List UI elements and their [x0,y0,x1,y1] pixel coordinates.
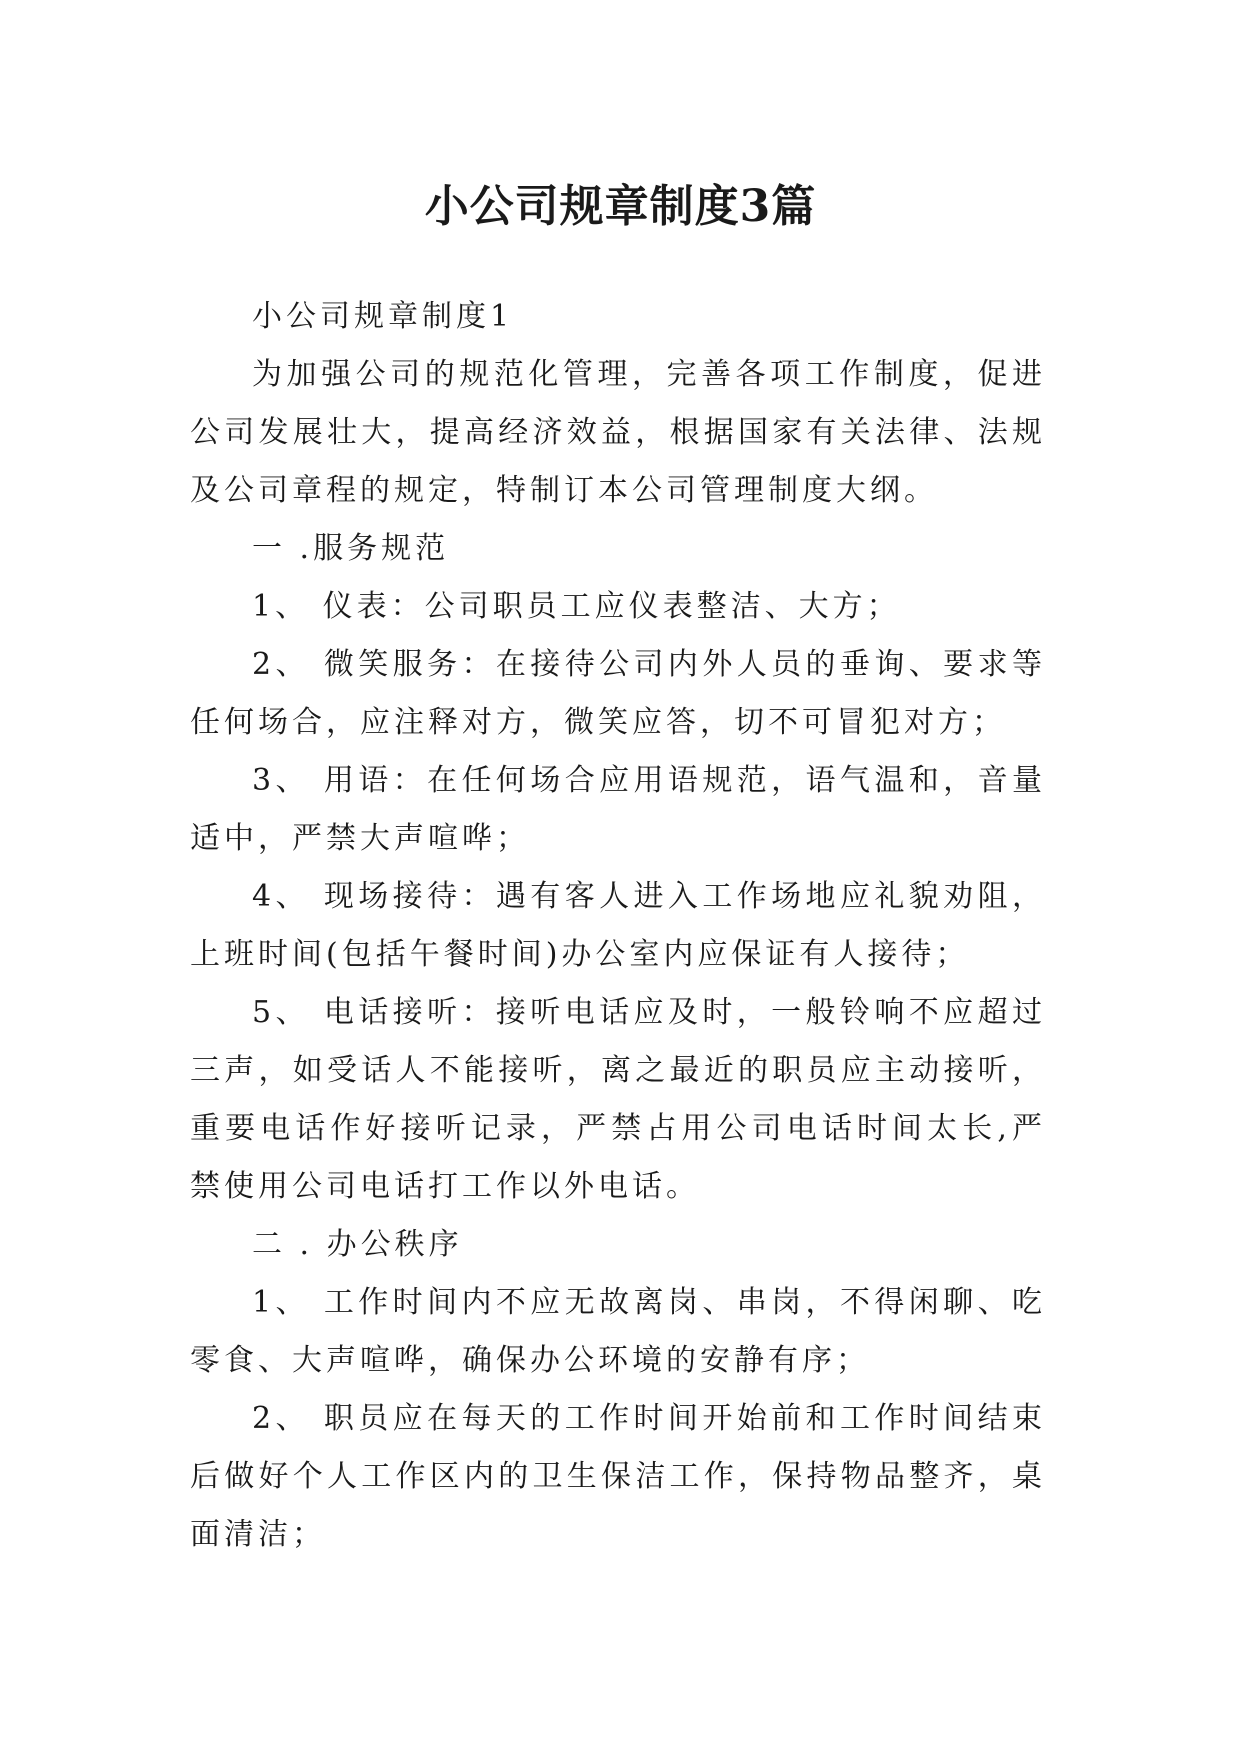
rule-item: 2、 微笑服务：在接待公司内外人员的垂询、要求等任何场合，应注释对方，微笑应答，切不可冒犯对方； [190,647,1046,740]
rule-item: 1、 仪表：公司职员工应仪表整洁、大方； [252,589,901,624]
document-body [190,288,1046,1564]
rule-item: 5、 电话接听：接听电话应及时，一般铃响不应超过三声，如受话人不能接听，离之最近的职员应主动接听，重要电话作好接听记录，严禁占用公司电话时间太长,严禁使用公司电话打工作以外电话。 [190,995,1046,1204]
rule-item: 4、 现场接待：遇有客人进入工作场地应礼貌劝阻，上班时间(包括午餐时间)办公室内应保证有人接待； [190,879,1046,972]
subsection-heading-office: 二 . 办公秩序 [252,1227,463,1262]
rule-item: 2、 职员应在每天的工作时间开始前和工作时间结束后做好个人工作区内的卫生保洁工作，保持物品整齐，桌面清洁； [190,1401,1046,1552]
subsection-heading-service: 一 .服务规范 [252,531,450,566]
intro-paragraph: 为加强公司的规范化管理，完善各项工作制度，促进公司发展壮大，提高经济效益，根据国家有关法律、法规及公司章程的规定，特制订本公司管理制度大纲。 [190,357,1046,508]
rule-item: 3、 用语：在任何场合应用语规范，语气温和，音量适中，严禁大声喧哗； [190,763,1046,856]
document-title: 小公司规章制度3篇 [424,181,817,233]
rule-item: 1、 工作时间内不应无故离岗、串岗，不得闲聊、吃零食、大声喧哗，确保办公环境的安静有序； [190,1285,1046,1378]
section-heading-1: 小公司规章制度1 [252,299,514,334]
